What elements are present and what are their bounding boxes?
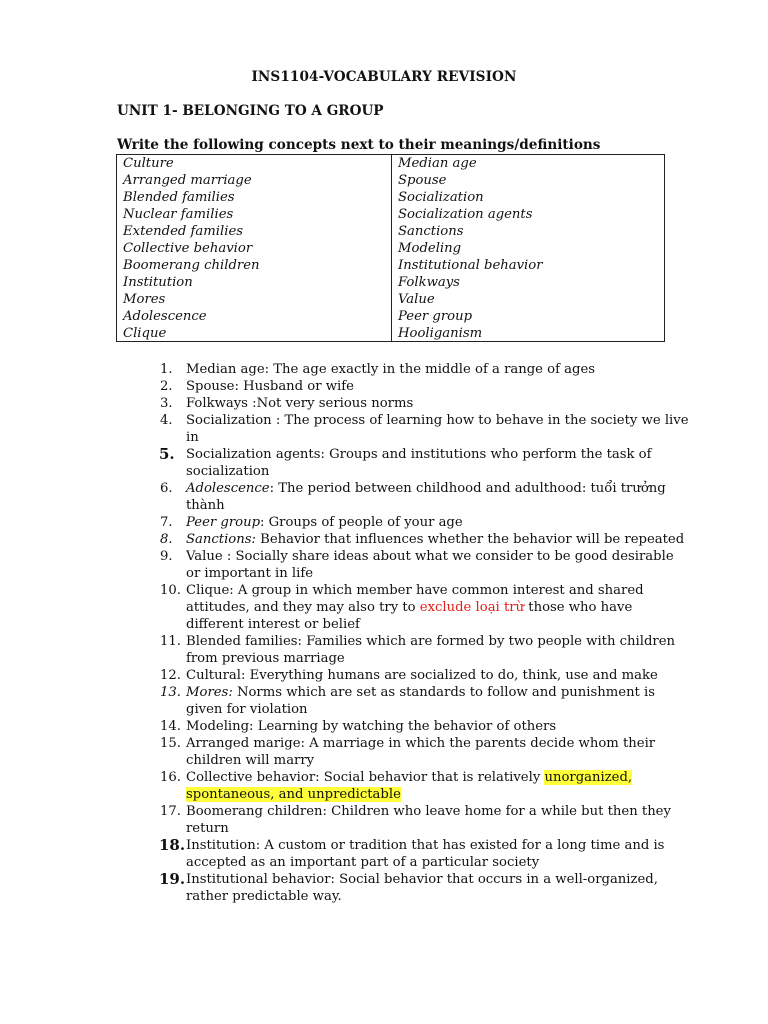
concept-cell: Mores [123, 292, 166, 307]
definition-text: Sanctions: [186, 532, 256, 547]
concept-cell: Extended families [123, 224, 244, 239]
definition-number: 17. [160, 804, 181, 819]
definition-item [160, 803, 690, 837]
definition-item [160, 718, 690, 735]
definition-number: 19. [159, 870, 186, 888]
definition-text: Spouse: Husband or wife [186, 379, 354, 394]
concept-cell: Hooliganism [398, 326, 483, 341]
definition-number: 5. [159, 445, 175, 463]
definition-number: 9. [160, 549, 173, 564]
concepts-right-column [392, 155, 664, 341]
definition-number: 4. [160, 413, 173, 428]
concept-cell: Adolescence [123, 309, 207, 324]
definition-item [160, 395, 690, 412]
definition-text: Socialization : The process of learning how to behave in the society we live in [186, 413, 689, 445]
definition-text: Folkways :Not very serious norms [186, 396, 414, 411]
concepts-table [116, 154, 665, 342]
definition-item [160, 446, 690, 480]
definition-text: : Groups of people of your age [260, 515, 463, 530]
definition-item [160, 480, 690, 514]
definition-item [160, 871, 690, 905]
definition-text: Institution: A custom or tradition that has existed for a long time and is accepted as an important part of a particular society [186, 838, 665, 870]
definition-text: Clique: A group in which member have common interest and shared attitudes, and they may also try to [186, 583, 644, 615]
definitions-list [160, 361, 690, 905]
concept-cell: Institutional behavior [398, 258, 543, 273]
concept-cell: Sanctions [398, 224, 464, 239]
definition-number: 7. [160, 515, 173, 530]
definition-text: Boomerang children: Children who leave home for a while but then they return [186, 804, 671, 836]
definition-text: Mores: [186, 685, 233, 700]
definition-text: Behavior that influences whether the behavior will be repeated [255, 532, 685, 547]
concept-cell: Peer group [398, 309, 473, 324]
concept-cell: Arranged marriage [123, 173, 252, 188]
definition-item [160, 361, 690, 378]
concept-cell: Modeling [398, 241, 462, 256]
definition-number: 13. [160, 685, 181, 700]
definition-item [160, 582, 690, 633]
definition-item [160, 378, 690, 395]
definition-number: 16. [160, 770, 181, 785]
definition-number: 6. [160, 481, 173, 496]
concept-cell: Boomerang children [123, 258, 260, 273]
concept-cell: Folkways [398, 275, 460, 290]
definition-number: 8. [160, 532, 173, 547]
definition-item [160, 531, 690, 548]
red-annotation-text: exclude loại trừ [419, 600, 525, 615]
definition-text: Norms which are set as standards to follow and punishment is given for violation [186, 685, 656, 717]
definition-number: 2. [160, 379, 173, 394]
definition-item [160, 633, 690, 667]
concept-cell: Value [398, 292, 435, 307]
definition-text: Peer group [186, 515, 261, 530]
definition-text: Blended families: Families which are formed by two people with children from previous marriage [186, 634, 676, 666]
definition-item [160, 412, 690, 446]
definition-item [160, 667, 690, 684]
concept-cell: Median age [398, 156, 477, 171]
definition-item [160, 514, 690, 531]
concept-cell: Culture [123, 156, 174, 171]
definition-item [160, 769, 690, 803]
document-title: INS1104-VOCABULARY REVISION [251, 69, 517, 85]
instruction-text: Write the following concepts next to their meanings/definitions [117, 137, 601, 153]
definition-number: 11. [160, 634, 181, 649]
definition-text: Arranged marige: A marriage in which the parents decide whom their children will marry [186, 736, 656, 768]
concept-cell: Blended families [123, 190, 235, 205]
definition-text: Adolescence [186, 481, 270, 496]
definition-item [160, 684, 690, 718]
concept-cell: Spouse [398, 173, 447, 188]
definition-number: 14. [160, 719, 181, 734]
definition-number: 18. [159, 836, 186, 854]
concept-cell: Socialization [398, 190, 484, 205]
definition-item [160, 548, 690, 582]
concept-cell: Collective behavior [123, 241, 253, 256]
definition-item [160, 735, 690, 769]
definition-text: Modeling: Learning by watching the behavior of others [186, 719, 557, 734]
definition-number: 15. [160, 736, 181, 751]
concept-cell: Clique [123, 326, 167, 341]
unit-heading: UNIT 1- BELONGING TO A GROUP [117, 103, 384, 119]
definition-text: Median age: The age exactly in the middle of a range of ages [186, 362, 596, 377]
concept-cell: Institution [123, 275, 193, 290]
definition-text: Cultural: Everything humans are socialized to do, think, use and make [186, 668, 658, 683]
definition-text: : The period between childhood and adulthood: tuổi trưởng thành [186, 481, 666, 513]
definition-text: Value : Socially share ideas about what we consider to be good desirable or important in life [186, 549, 674, 581]
concept-cell: Nuclear families [123, 207, 234, 222]
definition-text: those who have different interest or belief [186, 600, 633, 632]
highlighted-text: unorganized, spontaneous, and unpredictable [186, 770, 633, 802]
definition-number: 3. [160, 396, 173, 411]
definition-number: 10. [160, 583, 181, 598]
definition-item [160, 837, 690, 871]
definition-text: Socialization agents: Groups and institutions who perform the task of socialization [186, 447, 652, 479]
definition-number: 12. [160, 668, 181, 683]
definition-text: Collective behavior: Social behavior that is relatively [186, 770, 545, 785]
concept-cell: Socialization agents [398, 207, 533, 222]
concepts-left-column [117, 155, 392, 341]
definition-text: Institutional behavior: Social behavior that occurs in a well-organized, rather predictable way. [186, 872, 658, 904]
definition-number: 1. [160, 362, 173, 377]
